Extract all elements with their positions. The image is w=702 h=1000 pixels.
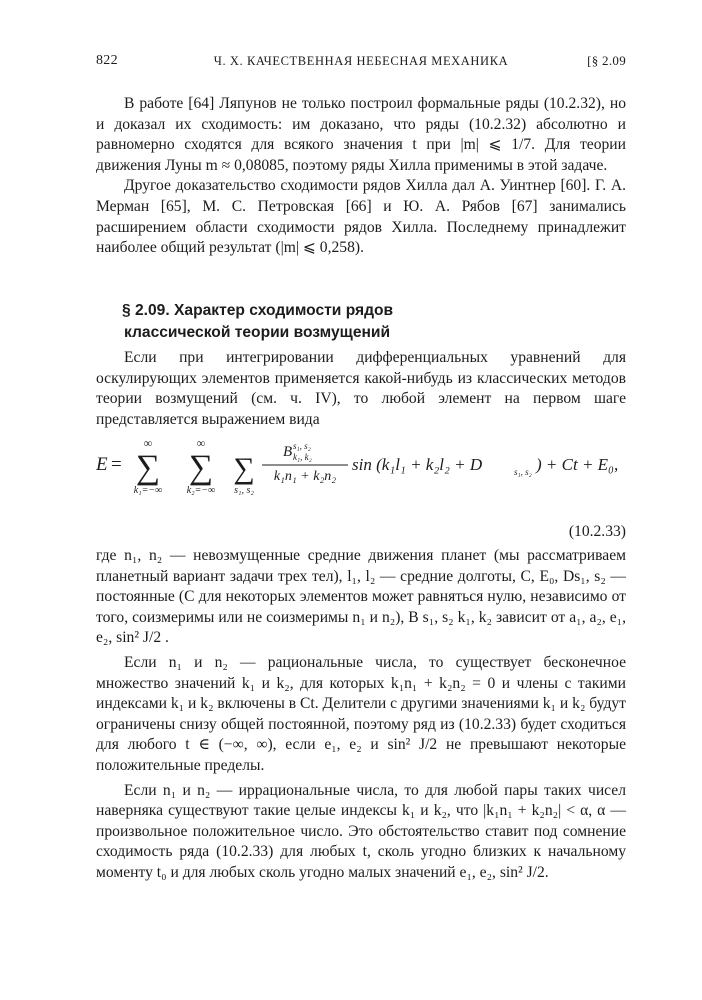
frac-numerator-sup: s₁, s₂ bbox=[293, 441, 311, 451]
equation-number: (10.2.33) bbox=[568, 523, 626, 540]
sum3-lower: s₁, s₂ bbox=[234, 485, 254, 496]
frac-denominator: k₁n₁ + k₂n₂ bbox=[273, 469, 337, 484]
section-heading bbox=[122, 300, 592, 344]
paragraph: Другое доказательство сходимости рядов Хилла дал А. Уинтнер [60]. Г. А. Мерман [65], М. С. Петровская [66] и Ю. А. Рябов [67] занимались расширением области сходимости рядов Хилла. Последнему принадлежит наиболее общий результат (|m| ⩽ 0,258). bbox=[96, 177, 626, 257]
sum1-upper: ∞ bbox=[143, 438, 153, 450]
paragraph: Если n₁ и n₂ — иррациональные числа, то для любой пары таких чисел наверняка существуют такие целые индексы k₁ и k₂, что |k₁n₁ + k₂n₂| < α, α — произвольное положительное число. Это обстоятельство ставит под сомнение сходимость ряда (10.2.33) для любых t, сколь угодно близких к начальному моменту t₀ и для любых сколь угодно малых значений e₁, e₂, sin² J/2. bbox=[96, 781, 626, 881]
sum2-lower: k₂=−∞ bbox=[186, 485, 216, 496]
equation bbox=[96, 438, 626, 498]
paragraph: где n₁, n₂ — невозмущенные средние движения планет (мы рассматриваем планетный вариант задачи трех тел), l₁, l₂ — средние долготы, C, E₀, Ds₁, s₂ — постоянные (C для некоторых элементов может равняться нулю, независимо от того, соизмеримы или не соизмеримы n₁ и n₂), B s₁, s₂ k₁, k₂ зависит от a₁, a₂, e₁, e₂, sin² J/2 . bbox=[96, 547, 626, 647]
header-title: Ч. X. КАЧЕСТВЕННАЯ НЕБЕСНАЯ МЕХАНИКА bbox=[213, 54, 509, 68]
paragraph: В работе [64] Ляпунов не только построил формальные ряды (10.2.32), но и доказал их сходимость: им доказано, что ряды (10.2.32) абсолютно и равномерно сходятся для всякого значения t при |m| ⩽ 1/7. Для теории движения Луны m ≈ 0,08085, поэтому ряды Хилла применимы в этой задаче. bbox=[96, 95, 626, 174]
sum1-lower: k₁=−∞ bbox=[133, 485, 163, 496]
equation-rest: sin (k₁l₁ + k₂l₂ + D bbox=[352, 455, 483, 474]
header-section-ref: [§ 2.09 bbox=[587, 53, 626, 68]
frac-numerator-sub: k₁, k₂ bbox=[293, 452, 312, 462]
text-block-top bbox=[96, 94, 626, 259]
sum3-sigma: ∑ bbox=[233, 452, 255, 485]
text-block-bottom bbox=[96, 546, 626, 884]
section-heading-line: классической теории возмущений bbox=[124, 324, 391, 341]
frac-numerator: B bbox=[283, 444, 293, 460]
paragraph: Если n₁ и n₂ — рациональные числа, то существует бесконечное множество значений k₁ и k₂, для которых k₁n₁ + k₂n₂ = 0 и члены с такими индексами k₁ и k₂ включены в Ct. Делители с другими значениями k₁ и k₂ будут ограничены снизу общей постоянной, поэтому ряд из (10.2.33) будет сходиться для любого t ∈ (−∞, ∞), если e₁, e₂ и sin² J/2 не превышают некоторые положительные пределы. bbox=[96, 653, 626, 774]
sum2-upper: ∞ bbox=[196, 438, 206, 450]
equation-rest-sub: s₁, s₂ bbox=[514, 467, 532, 477]
page-number: 822 bbox=[96, 53, 118, 68]
section-heading-line: § 2.09. Характер сходимости рядов bbox=[122, 302, 394, 319]
running-header bbox=[96, 53, 626, 75]
equals-sign: = bbox=[111, 454, 122, 475]
sum1-sigma: ∑ bbox=[135, 449, 161, 486]
sum2-sigma: ∑ bbox=[188, 449, 214, 486]
equation-lhs: E bbox=[96, 454, 108, 475]
text-block-intro bbox=[96, 348, 626, 430]
equation-tail: ) + Ct + E₀, bbox=[536, 455, 619, 474]
paragraph: Если при интегрировании дифференциальных уравнений для оскулирующих элементов применяется какой-нибудь из классических методов теории возмущений (см. ч. IV), то любой элемент на первом шаге представляется выражением вида bbox=[96, 349, 626, 428]
